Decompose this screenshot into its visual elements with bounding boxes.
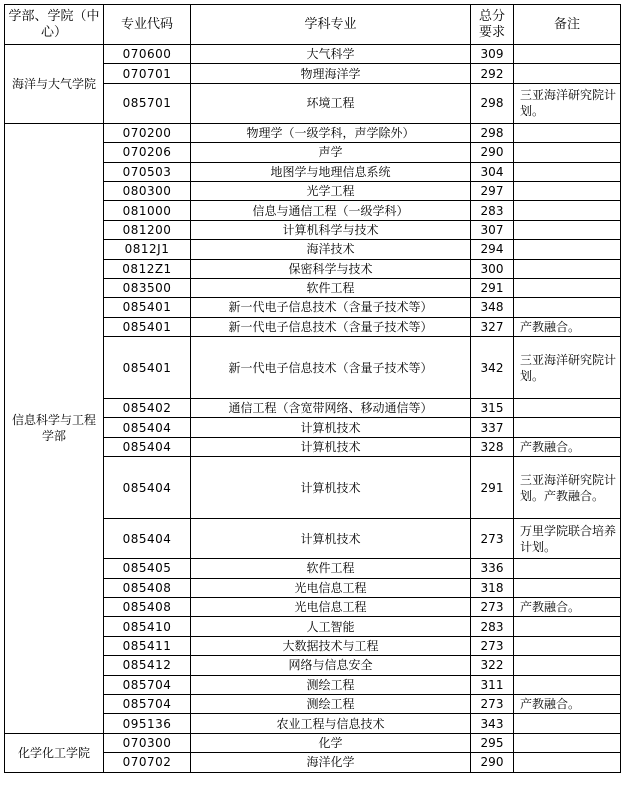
code-cell: 085404: [104, 519, 191, 559]
score-cell: 298: [471, 123, 514, 142]
score-cell: 328: [471, 437, 514, 456]
note-cell: [514, 617, 621, 636]
major-cell: 计算机技术: [191, 519, 471, 559]
note-cell: [514, 418, 621, 437]
major-cell: 光电信息工程: [191, 598, 471, 617]
table-row: [5, 45, 621, 64]
score-cell: 273: [471, 519, 514, 559]
score-cell: 327: [471, 317, 514, 336]
major-cell: 地图学与地理信息系统: [191, 162, 471, 181]
note-cell: [514, 64, 621, 83]
score-cell: 322: [471, 656, 514, 675]
table-row: [5, 123, 621, 142]
major-cell: 通信工程（含宽带网络、移动通信等）: [191, 399, 471, 418]
note-cell: [514, 636, 621, 655]
score-cell: 315: [471, 399, 514, 418]
score-cell: 283: [471, 617, 514, 636]
code-cell: 085401: [104, 337, 191, 399]
score-cell: 291: [471, 457, 514, 519]
header-dept: 学部、学院（中心）: [5, 5, 104, 45]
major-cell: 软件工程: [191, 278, 471, 297]
score-cell: 298: [471, 83, 514, 123]
major-cell: 计算机技术: [191, 457, 471, 519]
major-cell: 测绘工程: [191, 694, 471, 713]
header-note: 备注: [514, 5, 621, 45]
header-score: 总分要求: [471, 5, 514, 45]
major-cell: 大气科学: [191, 45, 471, 64]
code-cell: 070206: [104, 143, 191, 162]
code-cell: 085402: [104, 399, 191, 418]
note-cell: 三亚海洋研究院计划。: [514, 83, 621, 123]
header-major: 学科专业: [191, 5, 471, 45]
major-cell: 声学: [191, 143, 471, 162]
note-cell: [514, 220, 621, 239]
code-cell: 085410: [104, 617, 191, 636]
note-cell: [514, 143, 621, 162]
major-cell: 新一代电子信息技术（含量子技术等）: [191, 298, 471, 317]
major-cell: 保密科学与技术: [191, 259, 471, 278]
note-cell: 三亚海洋研究院计划。产教融合。: [514, 457, 621, 519]
note-cell: 产教融合。: [514, 317, 621, 336]
note-cell: [514, 162, 621, 181]
major-cell: 海洋化学: [191, 753, 471, 772]
major-cell: 软件工程: [191, 559, 471, 578]
note-cell: 万里学院联合培养计划。: [514, 519, 621, 559]
score-cell: 304: [471, 162, 514, 181]
score-cell: 311: [471, 675, 514, 694]
major-cell: 计算机技术: [191, 437, 471, 456]
major-cell: 物理学（一级学科，声学除外）: [191, 123, 471, 142]
dept-cell: 海洋与大气学院: [5, 45, 104, 124]
code-cell: 083500: [104, 278, 191, 297]
score-cell: 283: [471, 201, 514, 220]
note-cell: [514, 675, 621, 694]
code-cell: 085408: [104, 598, 191, 617]
code-cell: 085704: [104, 675, 191, 694]
code-cell: 085404: [104, 437, 191, 456]
code-cell: 070702: [104, 753, 191, 772]
score-cell: 295: [471, 733, 514, 752]
score-cell: 337: [471, 418, 514, 437]
note-cell: [514, 240, 621, 259]
code-cell: 085412: [104, 656, 191, 675]
code-cell: 0812J1: [104, 240, 191, 259]
admission-score-table: [4, 4, 621, 773]
note-cell: [514, 753, 621, 772]
major-cell: 物理海洋学: [191, 64, 471, 83]
code-cell: 085404: [104, 457, 191, 519]
code-cell: 0812Z1: [104, 259, 191, 278]
code-cell: 085701: [104, 83, 191, 123]
code-cell: 085405: [104, 559, 191, 578]
table-header-row: [5, 5, 621, 45]
code-cell: 070701: [104, 64, 191, 83]
note-cell: 产教融合。: [514, 437, 621, 456]
note-cell: 三亚海洋研究院计划。: [514, 337, 621, 399]
code-cell: 070503: [104, 162, 191, 181]
code-cell: 070600: [104, 45, 191, 64]
code-cell: 085401: [104, 298, 191, 317]
note-cell: [514, 733, 621, 752]
note-cell: [514, 259, 621, 278]
score-cell: 336: [471, 559, 514, 578]
score-cell: 342: [471, 337, 514, 399]
note-cell: [514, 714, 621, 733]
major-cell: 网络与信息安全: [191, 656, 471, 675]
major-cell: 光学工程: [191, 181, 471, 200]
header-code: 专业代码: [104, 5, 191, 45]
code-cell: 070300: [104, 733, 191, 752]
major-cell: 新一代电子信息技术（含量子技术等）: [191, 317, 471, 336]
note-cell: [514, 45, 621, 64]
major-cell: 新一代电子信息技术（含量子技术等）: [191, 337, 471, 399]
score-cell: 292: [471, 64, 514, 83]
score-cell: 273: [471, 636, 514, 655]
score-cell: 297: [471, 181, 514, 200]
code-cell: 095136: [104, 714, 191, 733]
note-cell: 产教融合。: [514, 694, 621, 713]
major-cell: 人工智能: [191, 617, 471, 636]
code-cell: 085411: [104, 636, 191, 655]
major-cell: 测绘工程: [191, 675, 471, 694]
code-cell: 070200: [104, 123, 191, 142]
note-cell: [514, 298, 621, 317]
score-cell: 307: [471, 220, 514, 239]
major-cell: 光电信息工程: [191, 578, 471, 597]
score-cell: 273: [471, 598, 514, 617]
score-cell: 348: [471, 298, 514, 317]
dept-cell: 信息科学与工程学部: [5, 123, 104, 733]
note-cell: [514, 399, 621, 418]
code-cell: 085704: [104, 694, 191, 713]
score-cell: 273: [471, 694, 514, 713]
code-cell: 085401: [104, 317, 191, 336]
code-cell: 081000: [104, 201, 191, 220]
table-body: [5, 45, 621, 773]
score-cell: 291: [471, 278, 514, 297]
code-cell: 080300: [104, 181, 191, 200]
note-cell: [514, 278, 621, 297]
table-row: [5, 733, 621, 752]
note-cell: [514, 181, 621, 200]
major-cell: 农业工程与信息技术: [191, 714, 471, 733]
major-cell: 环境工程: [191, 83, 471, 123]
note-cell: [514, 656, 621, 675]
score-cell: 309: [471, 45, 514, 64]
major-cell: 大数据技术与工程: [191, 636, 471, 655]
code-cell: 085408: [104, 578, 191, 597]
note-cell: 产教融合。: [514, 598, 621, 617]
major-cell: 海洋技术: [191, 240, 471, 259]
score-cell: 300: [471, 259, 514, 278]
note-cell: [514, 559, 621, 578]
code-cell: 081200: [104, 220, 191, 239]
score-cell: 318: [471, 578, 514, 597]
score-cell: 294: [471, 240, 514, 259]
score-cell: 343: [471, 714, 514, 733]
major-cell: 计算机科学与技术: [191, 220, 471, 239]
code-cell: 085404: [104, 418, 191, 437]
dept-cell: 化学化工学院: [5, 733, 104, 772]
major-cell: 计算机技术: [191, 418, 471, 437]
major-cell: 信息与通信工程（一级学科）: [191, 201, 471, 220]
score-cell: 290: [471, 143, 514, 162]
major-cell: 化学: [191, 733, 471, 752]
score-cell: 290: [471, 753, 514, 772]
note-cell: [514, 578, 621, 597]
note-cell: [514, 201, 621, 220]
note-cell: [514, 123, 621, 142]
